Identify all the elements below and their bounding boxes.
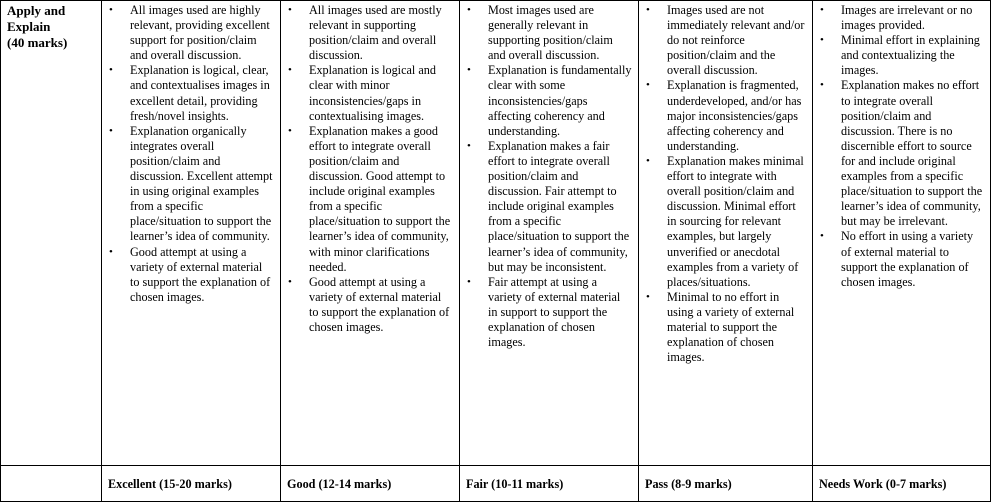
descriptor-item: • Images are irrelevant or no images provided. [841,3,984,33]
descriptor-item: • Explanation makes a good effort to integrate overall position/claim and discussion. Good attempt to include original examples from a specific place/situation to support the learner’s idea of community, with minor clarifications needed. [309,124,453,275]
descriptor-item: • Explanation is fundamentally clear with some inconsistencies/gaps affecting coherency and understanding. [488,63,632,138]
descriptor-list [466,3,632,350]
level-cell-pass [639,1,813,466]
level-cell-excellent [102,1,281,466]
descriptor-item: • Explanation makes a fair effort to integrate overall position/claim and discussion. Fair attempt to include original examples from a specific place/situation to support the learner’s idea of community, but may be inconsistent. [488,139,632,275]
descriptor-item: • Explanation organically integrates overall position/claim and discussion. Excellent attempt in using original examples from a specific place/situation to support the learner’s idea of community. [130,124,274,245]
criterion-name: Apply and Explain [7,3,66,34]
descriptor-item: • Images used are not immediately relevant and/or do not reinforce position/claim and the overall discussion. [667,3,806,78]
descriptor-item: • Good attempt at using a variety of external material to support the explanation of chosen images. [130,245,274,305]
level-cell-good [281,1,460,466]
descriptor-item: • Good attempt at using a variety of external material to support the explanation of chosen images. [309,275,453,335]
descriptor-item: • Fair attempt at using a variety of external material in support to support the explanation of chosen images. [488,275,632,350]
criterion-marks: (40 marks) [7,35,68,50]
descriptor-list [819,3,984,290]
descriptor-list [108,3,274,305]
descriptor-item: • Most images used are generally relevant in supporting position/claim and overall discussion. [488,3,632,63]
empty-label-cell [1,466,102,502]
level-label-excellent: Excellent (15-20 marks) [102,466,281,502]
descriptor-item: • All images used are mostly relevant in supporting position/claim and overall discussion. [309,3,453,63]
level-label-good: Good (12-14 marks) [281,466,460,502]
descriptor-item: • No effort in using a variety of external material to support the explanation of chosen images. [841,229,984,289]
level-cell-needs-work [813,1,991,466]
criterion-cell [1,1,102,466]
descriptor-item: • Explanation is logical and clear with minor inconsistencies/gaps in contextualising images. [309,63,453,123]
descriptor-item: • Explanation makes minimal effort to integrate with overall position/claim and discussion. Minimal effort in sourcing for relevant examples, but largely unverified or anecdotal examples from a variety of places/situations. [667,154,806,290]
descriptor-item: • All images used are highly relevant, providing excellent support for position/claim and overall discussion. [130,3,274,63]
level-label-fair: Fair (10-11 marks) [460,466,639,502]
descriptor-list [645,3,806,365]
descriptor-item: • Explanation makes no effort to integrate overall position/claim and discussion. There is no discernible effort to source for and include original examples from a specific place/situation to support the learner’s idea of community, but may be irrelevant. [841,78,984,229]
level-label-row [1,466,991,502]
descriptor-item: • Explanation is fragmented, underdeveloped, and/or has major inconsistencies/gaps affecting coherency and understanding. [667,78,806,153]
level-label-needs-work: Needs Work (0-7 marks) [813,466,991,502]
descriptor-list [287,3,453,335]
rubric-body-row [1,1,991,466]
descriptor-item: • Minimal effort in explaining and contextualizing the images. [841,33,984,78]
descriptor-item: • Explanation is logical, clear, and contextualises images in excellent detail, providing fresh/novel insights. [130,63,274,123]
descriptor-item: • Minimal to no effort in using a variety of external material to support the explanation of chosen images. [667,290,806,365]
level-label-pass: Pass (8-9 marks) [639,466,813,502]
level-cell-fair [460,1,639,466]
